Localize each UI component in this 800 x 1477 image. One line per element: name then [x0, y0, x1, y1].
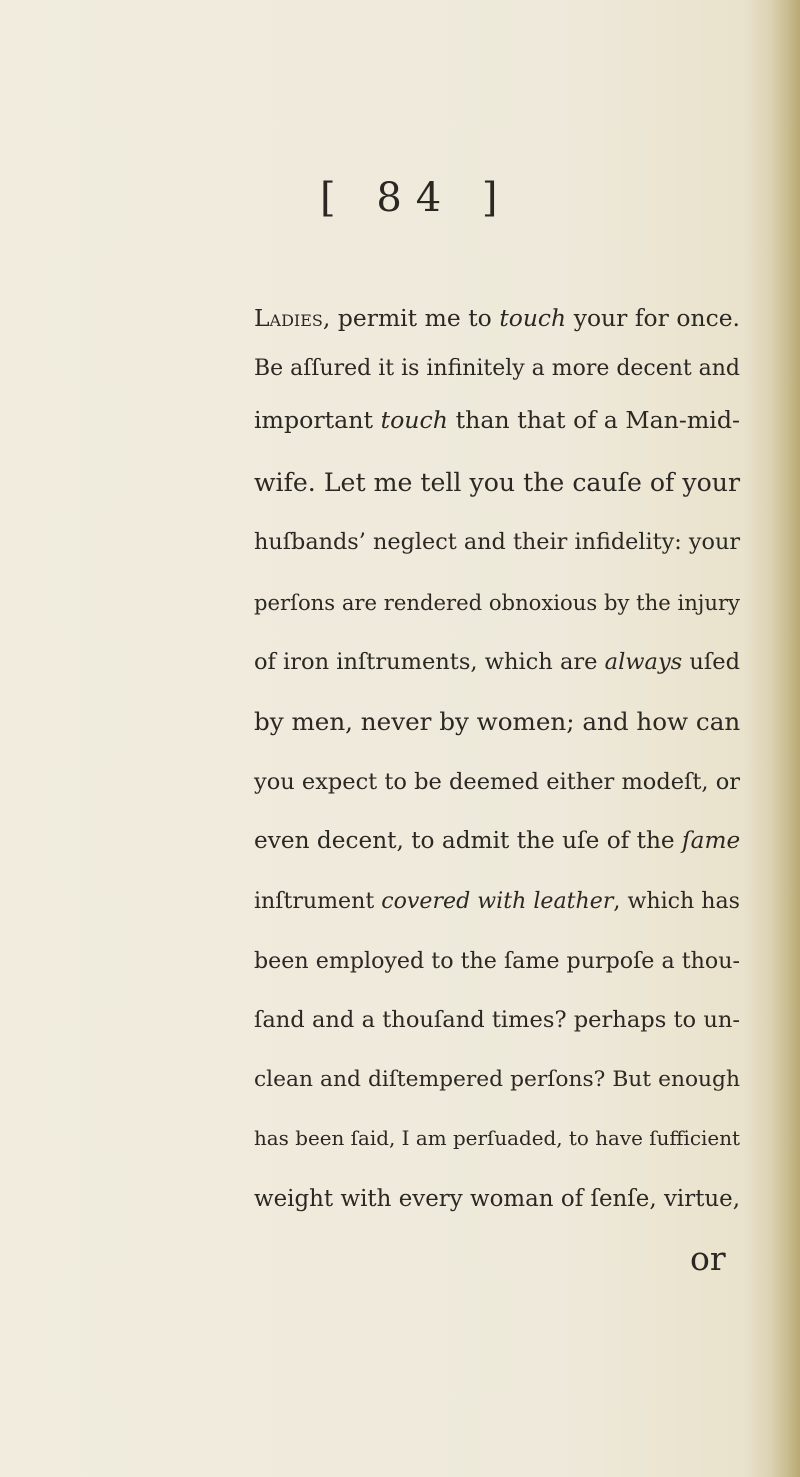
text-segment: your for once.: [566, 304, 740, 332]
text-line: [254, 1114, 740, 1164]
text-line: [254, 517, 740, 567]
text-line: [254, 757, 740, 807]
text-segment: uſed: [682, 649, 740, 675]
text-segment: been employed to the ſame purpoſe a thou-: [254, 948, 740, 974]
text-line: [254, 458, 740, 508]
text-segment: weight with every woman of ſenſe, virtue,: [254, 1186, 740, 1212]
text-line: [254, 1174, 740, 1224]
text-segment: huſbands’ neglect and their infidelity: your: [254, 529, 740, 555]
text-segment: ſand and a thouſand times? perhaps to un-: [254, 1007, 740, 1033]
text-segment: touch: [499, 304, 567, 332]
text-segment: , permit me to: [322, 304, 500, 332]
text-line: [254, 293, 740, 343]
page-edge: [772, 0, 800, 1477]
text-segment: clean and diſtempered perſons? But enough: [254, 1067, 740, 1092]
text-segment: than that of a Man-mid-: [448, 406, 740, 434]
text-line: [254, 637, 740, 687]
text-line: [254, 995, 740, 1045]
text-segment: you expect to be deemed either modeſt, or: [254, 769, 740, 795]
text-line: [254, 578, 740, 628]
text-line: [254, 876, 740, 926]
text-line: [254, 395, 740, 445]
text-segment: even decent, to admit the uſe of the: [254, 827, 683, 854]
text-segment: always: [604, 649, 683, 675]
text-segment: covered with leather: [381, 888, 614, 914]
text-segment: has been ſaid, I am perſuaded, to have ſufficient: [254, 1127, 740, 1150]
page-number: [ 84 ]: [320, 175, 512, 221]
text-segment: ſame: [682, 827, 741, 854]
text-segment: Ladies: [254, 304, 323, 332]
text-segment: touch: [380, 406, 448, 434]
text-segment: Be aſſured it is infinitely a more decent and: [254, 356, 740, 381]
text-segment: by men, never by women; and how can: [254, 707, 741, 736]
text-segment: wife. Let me tell you the cauſe of your: [254, 468, 740, 497]
text-segment: of iron inſtruments, which are: [254, 649, 605, 675]
text-segment: inſtrument: [254, 888, 382, 914]
text-line: [254, 697, 740, 747]
text-segment: perſons are rendered obnoxious by the injury: [254, 590, 740, 615]
text-segment: important: [254, 406, 381, 434]
text-line: [254, 936, 740, 986]
text-line: [254, 1055, 740, 1105]
text-line: [254, 816, 740, 866]
text-line: [254, 344, 740, 394]
text-segment: , which has: [613, 888, 740, 914]
catchword: or: [690, 1239, 726, 1278]
